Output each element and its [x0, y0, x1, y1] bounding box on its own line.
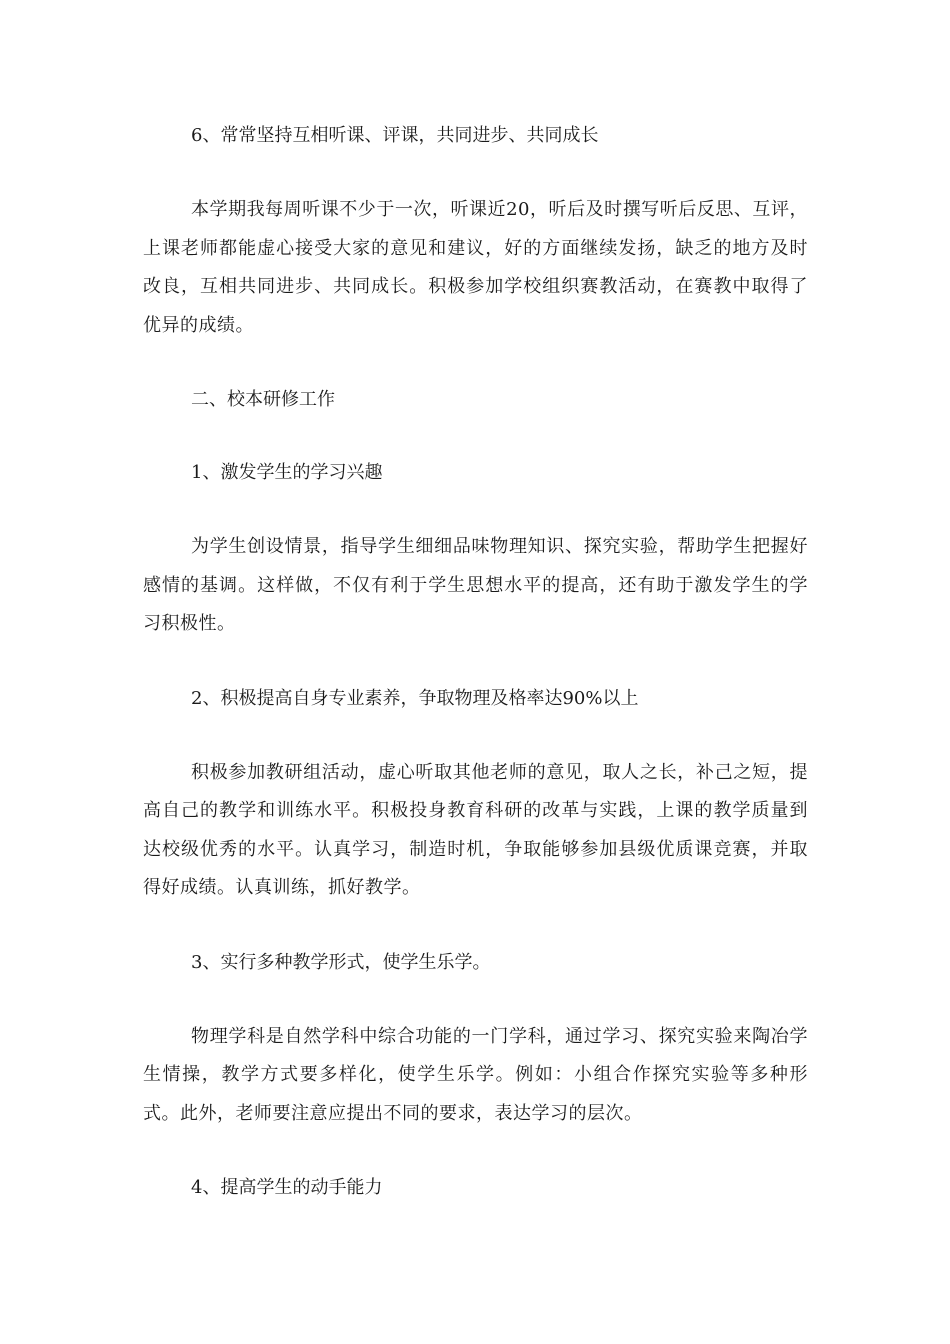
section-heading-1: 1、激发学生的学习兴趣: [191, 462, 383, 483]
body-paragraph-3: 积极参加教研组活动，虚心听取其他老师的意见，取人之长，补己之短，提高自己的教学和训练水平。积极投身教育科研的改革与实践，上课的教学质量到达校级优秀的水平。认真学习，制造时机，争取能够参加县级优质课竞赛，并取得好成绩。认真训练，抓好教学。: [143, 761, 808, 898]
body-paragraph-4: 物理学科是自然学科中综合功能的一门学科，通过学习、探究实验来陶冶学生情操，教学方式要多样化，使学生乐学。例如：小组合作探究实验等多种形式。此外，老师要注意应提出不同的要求，表达学习的层次。: [143, 1025, 808, 1124]
body-paragraph-1: 本学期我每周听课不少于一次，听课近20，听后及时撰写听后反思、互评，上课老师都能虚心接受大家的意见和建议，好的方面继续发扬，缺乏的地方及时改良，互相共同进步、共同成长。积极参加学校组织赛教活动，在赛教中取得了优异的成绩。: [143, 199, 808, 336]
section-heading-4: 4、提高学生的动手能力: [191, 1177, 383, 1198]
chapter-heading-2: 二、校本研修工作: [191, 389, 335, 410]
document-body: [143, 118, 808, 1243]
body-paragraph-2: 为学生创设情景，指导学生细细品味物理知识、探究实验，帮助学生把握好感情的基调。这样做，不仅有利于学生思想水平的提高，还有助于激发学生的学习积极性。: [143, 536, 808, 634]
section-heading-2: 2、积极提高自身专业素养，争取物理及格率达90%以上: [191, 687, 639, 709]
section-heading-6: 6、常常坚持互相听课、评课，共同进步、共同成长: [191, 125, 599, 146]
section-heading-3: 3、实行多种教学形式，使学生乐学。: [191, 951, 491, 973]
